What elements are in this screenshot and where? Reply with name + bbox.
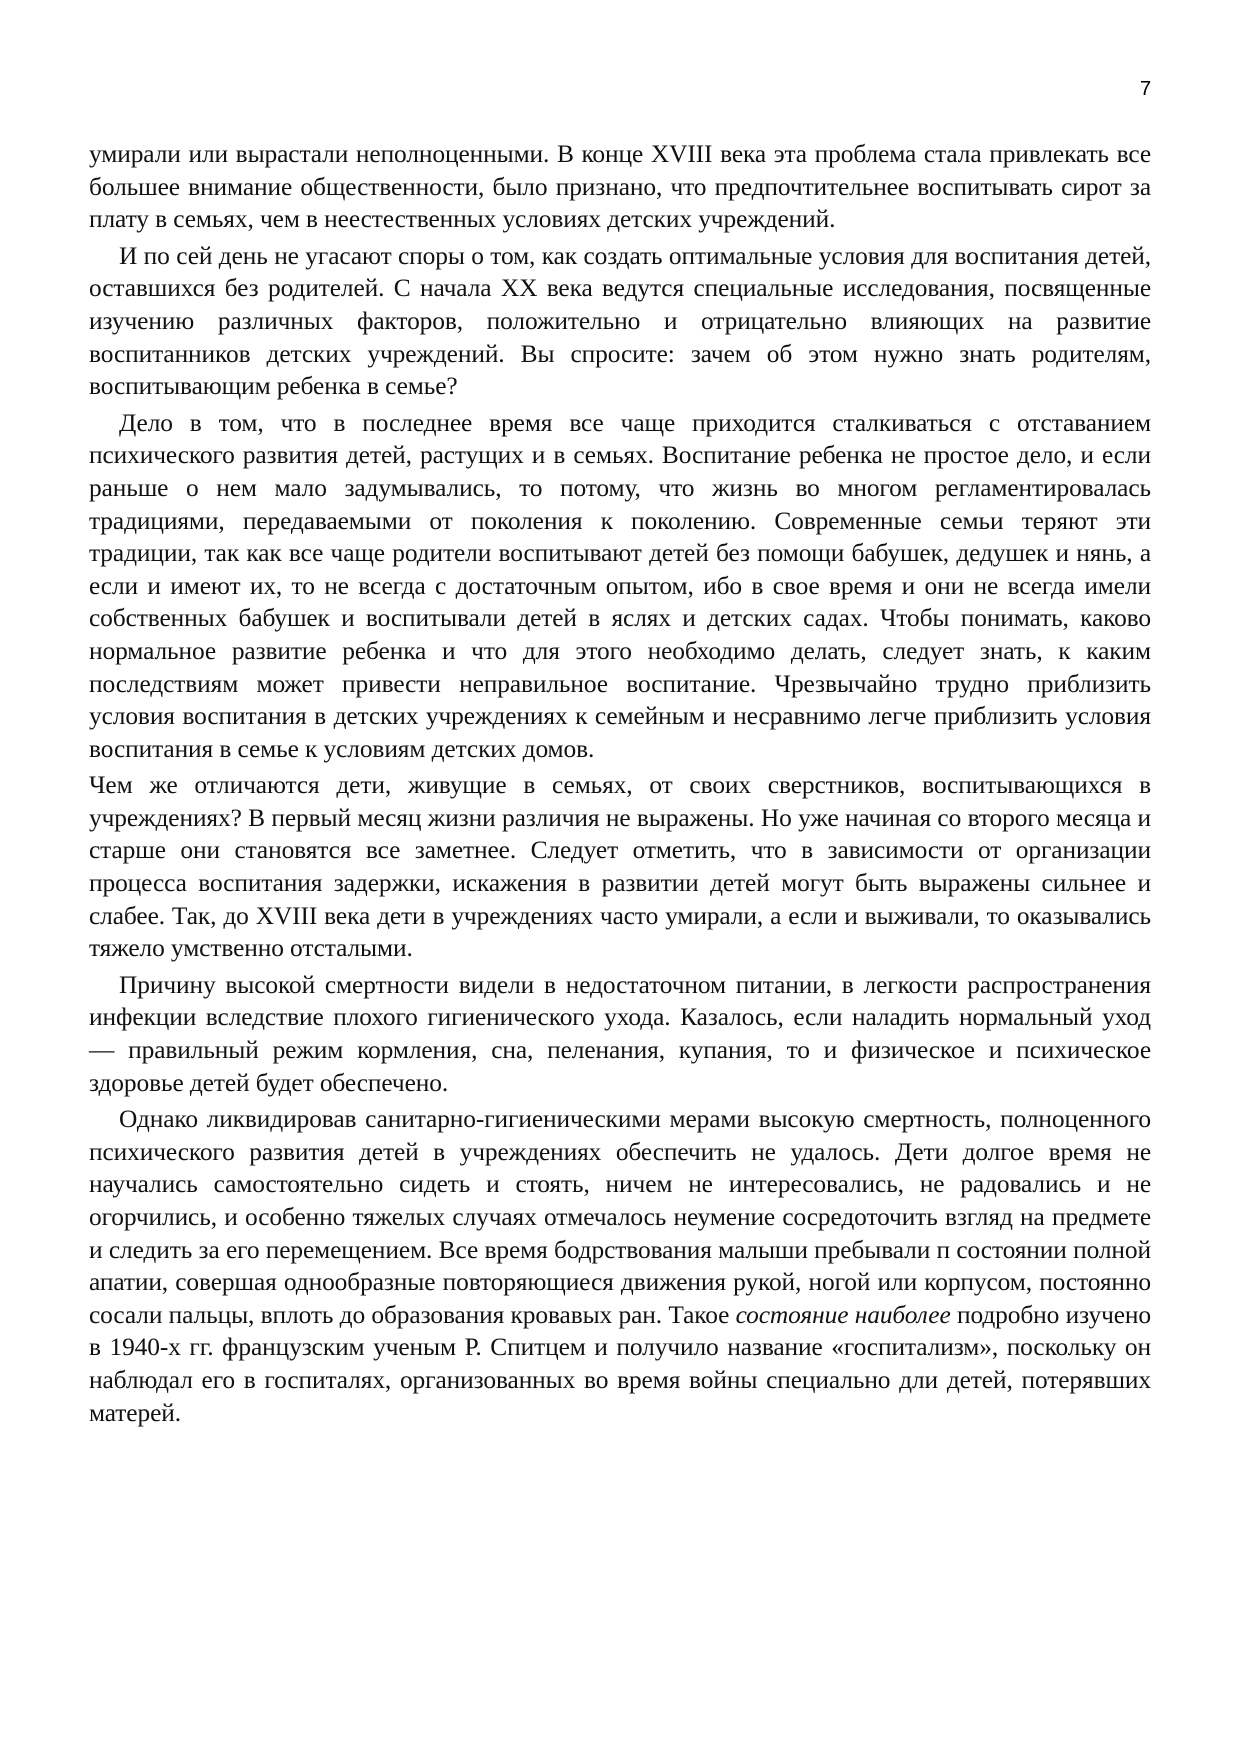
paragraph-4: Чем же отличаются дети, живущие в семьях, от своих сверстников, воспитывающихся в учреждениях? В первый месяц жизни различия не выражены. Но уже начиная со второго месяца и старше они становятся все заметнее. Следует отметить, что в зависимости от организации процесса воспитания задержки, искажения в развитии детей могут быть выражены сильнее и слабее. Так, до XVIII века дети в учреждениях часто умирали, а если и выживали, то оказывались тяжело умственно отсталыми. [89,771,1151,963]
page-body [89,138,1151,1433]
paragraph-3: Дело в том, что в последнее время все чаще приходится сталкиваться с отставанием психического развития детей, растущих и в семьях. Воспитание ребенка не простое дело, и если раньше о нем мало задумывались, то потому, что жизнь во многом регламентировалась традициями, передаваемыми от поколения к поколению. Современные семьи теряют эти традиции, так как все чаще родители воспитывают детей без помощи бабушек, дедушек и нянь, а если и имеют их, то не всегда с достаточным опытом, ибо в свое время и они не всегда имели собственных бабушек и воспитывали детей в яслях и детских садах. Чтобы понимать, каково нормальное развитие ребенка и что для этого необходимо делать, следует знать, к каким последствиям может привести неправильное воспитание. Чрезвычайно трудно приблизить условия воспитания в детских учреждениях к семейным и несравнимо легче приблизить условия воспитания в семье к условиям детских домов. [89,408,1151,763]
paragraph-6-italic: состояние наиболее [735,1300,951,1329]
page-number: 7 [1140,78,1152,100]
paragraph-6-text-before: Однако ликвидировав санитарно-гигиеническими мерами высокую смертность, полноценного психического развития детей в учреждениях обеспечить не удалось. Дети долгое время не научались самостоятельно сидеть и стоять, ничем не интересовались, не радовались и не огорчились, и особенно тяжелых случаях отмечалось неумение сосредоточить взгляд на предмете и следить за его перемещением. Все время бодрствования малыши пребывали п состоянии полной апатии, совершая однообразные повторяющиеся движения рукой, ногой или корпусом, постоянно сосали пальцы, вплоть до образования кровавых ран. Такое [89,1105,1151,1329]
paragraph-1: умирали или вырастали неполноценными. В конце XVIII века эта проблема стала привлекать все большее внимание общественности, было признано, что предпочтительнее воспитывать сирот за плату в семьях, чем в неестественных условиях детских учреждений. [89,140,1151,234]
paragraph-6 [89,1103,1151,1429]
paragraph-2: И по сей день не угасают споры о том, как создать оптимальные условия для воспитания детей, оставшихся без родителей. С начала XX века ведутся специальные исследования, посвященные изучению различных факторов, положительно и отрицательно влияющих на развитие воспитанников детских учреждений. Вы спросите: зачем об этом нужно знать родителям, воспитывающим ребенка в семье? [89,241,1151,401]
paragraph-6-text-after: подробно изучено в 1940-х гг. французским ученым Р. Спитцем и получило название «госпитализм», поскольку он наблюдал его в госпиталях, организованных во время войны специально дли детей, потерявших матерей. [89,1300,1151,1427]
paragraph-5: Причину высокой смертности видели в недостаточном питании, в легкости распространения инфекции вследствие плохого гигиенического ухода. Казалось, если наладить нормальный уход — правильный режим кормления, сна, пеленания, купания, то и физическое и психическое здоровье детей будет обеспечено. [89,970,1151,1097]
